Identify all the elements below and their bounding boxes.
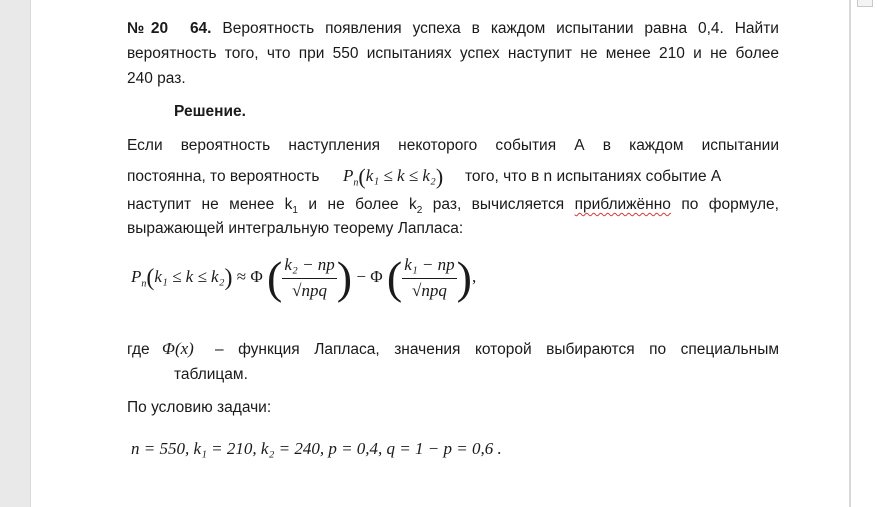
solution-heading: Решение. [174,103,246,120]
given-values-formula: n = 550, k₁ = 210, k₂ = 240, p = 0,4, q = 1 − p = 0,6 . [131,439,502,458]
solution-line-3: наступит не менее $k_1$ и не более $k_2$ раз, вычисляется приближённо по формуле, [127,196,779,217]
problem-line-1 [127,20,779,38]
problem-line-2: вероятность того, что при 550 испытаниях успех наступит не менее 210 и не более [127,45,779,62]
problem-sub-number: 64. [189,20,212,37]
solution-line-4: выражающей интегральную теорему Лапласа: [127,220,464,237]
where-label: где [127,341,150,358]
solution-line-2b: того, что в n испытаниях событие А [465,168,722,185]
where-description: – функция Лапласа, значения которой выбираются по специальным [215,341,779,358]
problem-number: №20 [127,20,169,37]
document-page [30,0,850,507]
misspelled-word[interactable]: приближённо [574,196,671,213]
scrollbar-track[interactable] [850,0,877,507]
solution-line-2a: постоянна, то вероятность [127,168,320,185]
problem-line-3: 240 раз. [127,70,186,87]
condition-label: По условию задачи: [127,399,272,416]
fraction-upper-bound: $\frac{\text{k₂ − np}}{\text{√npq}}$ [284,255,335,300]
fraction-lower-bound: $\frac{\text{k₁ − np}}{\text{√npq}}$ [404,255,455,300]
laplace-formula: $P_n(k_1 \le k \le k_2) \approx \Phi$ ( $\frac{\text{k₂ − np}}{\text{√npq}}$ ) − Φ ( $\frac{\text{k₁ − np}}{\text{√npq}}$ ), [131,252,477,303]
where-line-2: таблицам. [174,366,248,383]
inline-probability-formula: $P_n(k_1 \le k \le k_2)$ [343,164,444,189]
solution-line-1: Если вероятность наступления некоторого события А в каждом испытании [127,137,779,154]
phi-function: Φ(x) [162,339,194,358]
scrollbar-thumb[interactable] [857,0,873,7]
problem-text-1: Вероятность появления успеха в каждом испытании равна 0,4. Найти [222,20,779,37]
